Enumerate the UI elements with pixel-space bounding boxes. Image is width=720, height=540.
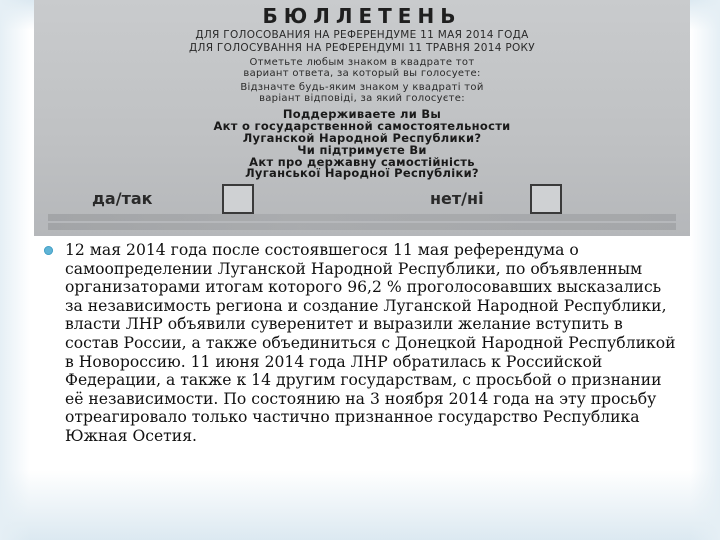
ballot-checkbox-no <box>530 184 562 214</box>
fine-print-line <box>48 214 676 221</box>
ballot-line-ru-header: ДЛЯ ГОЛОСОВАНИЯ НА РЕФЕРЕНДУМЕ 11 МАЯ 2014 ГОДА <box>195 29 529 41</box>
ballot-question-ua-1: Чи підтримуєте Ви <box>297 143 427 157</box>
fine-print-line <box>48 223 676 230</box>
ballot-option-yes: да/так <box>92 189 153 208</box>
ballot-checkbox-yes <box>222 184 254 214</box>
background-right-gradient <box>690 0 720 540</box>
ballot-line-ua-header: ДЛЯ ГОЛОСУВАННЯ НА РЕФЕРЕНДУМІ 11 ТРАВНЯ 2014 РОКУ <box>189 42 535 54</box>
body-paragraph: 12 мая 2014 года после состоявшегося 11 мая референдума о самоопределении Луганской Народной Республики, по объявленным организаторами итогам которого 96,2 % проголосовавших высказались за независимость региона и создание Луганской Народной Республики, власти ЛНР объявили суверенитет и выразили желание вступить в состав России, а также объединиться с Донецкой Народной Республикой в Новороссию. 11 июня 2014 года ЛНР обратилась к Российской Федерации, а также к 14 другим государствам, с просьбой о признании её независимости. По состоянию на 3 ноября 2014 года на эту просьбу отреагировало только частично признанное государство Республика Южная Осетия. <box>65 241 676 445</box>
background-bottom-gradient <box>0 470 720 540</box>
bullet-icon <box>44 246 53 255</box>
ballot-question-ru-3: Луганской Народной Республики? <box>242 131 482 145</box>
ballot-instruction-ru-2: вариант ответа, за который вы голосуете: <box>243 68 481 79</box>
ballot-title: БЮЛЛЕТЕНЬ <box>262 4 462 28</box>
ballot-question-ru-2: Акт о государственной самостоятельности <box>213 119 511 133</box>
background-left-gradient <box>0 0 30 540</box>
ballot-option-no: нет/ні <box>430 189 484 208</box>
ballot-question-ru-1: Поддерживаете ли Вы <box>282 107 442 121</box>
ballot-question-ua-3: Луганської Народної Республіки? <box>245 166 479 180</box>
ballot-instruction-ru-1: Отметьте любым знаком в квадрате тот <box>249 57 475 68</box>
slide-content <box>44 241 680 446</box>
ballot-photo <box>34 0 690 236</box>
ballot-instruction-ua-1: Відзначте будь-яким знаком у квадраті той <box>240 82 484 93</box>
ballot-instruction-ua-2: варіант відповіді, за який голосуєте: <box>259 93 465 104</box>
ballot-fine-print <box>48 214 676 232</box>
ballot-question-ua-2: Акт про державну самостійність <box>249 155 475 169</box>
